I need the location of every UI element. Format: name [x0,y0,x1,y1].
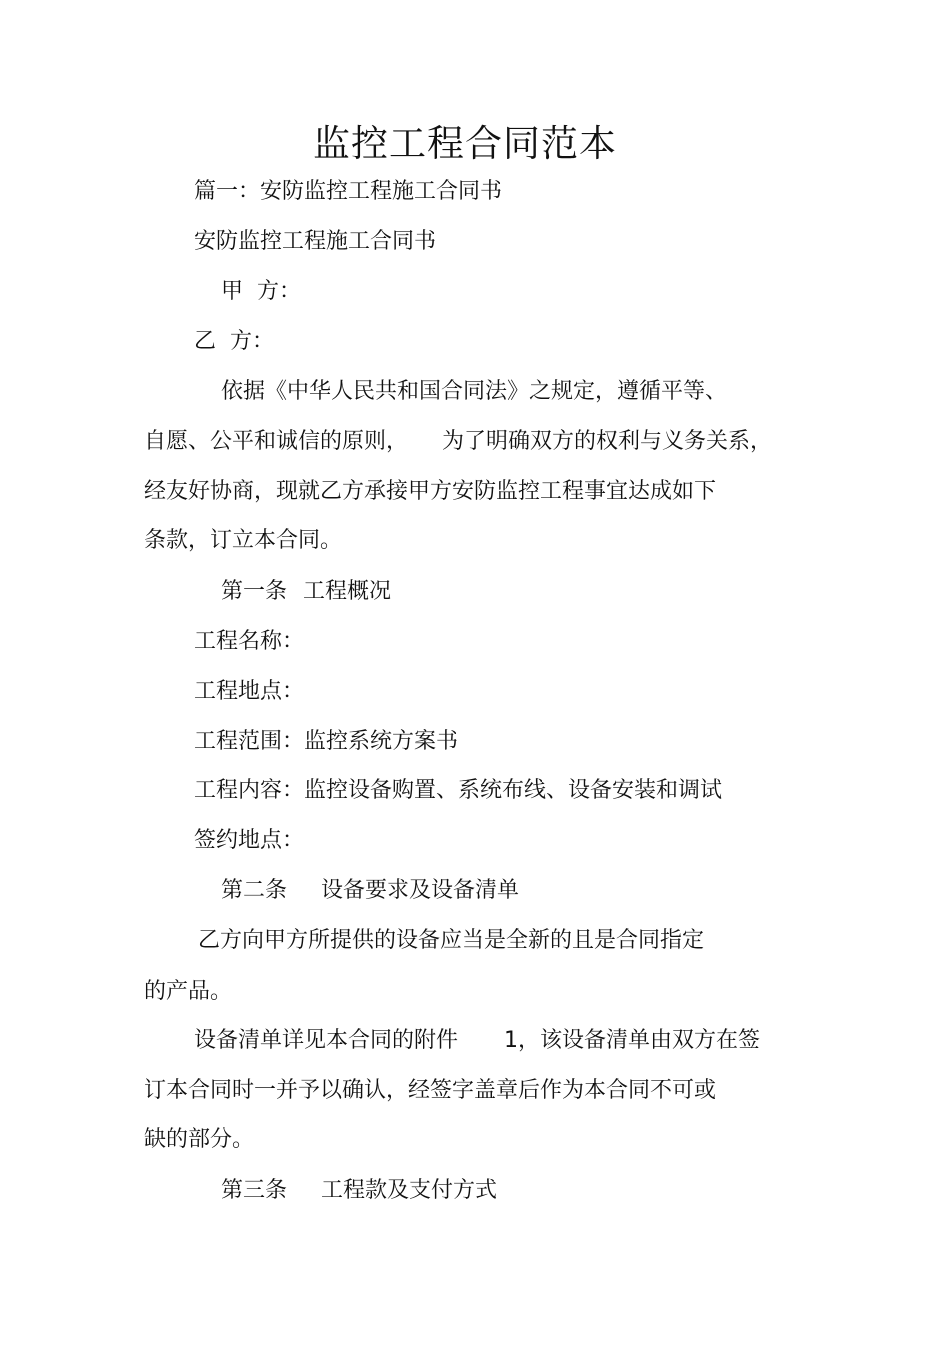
article-2-number: 第二条 [221,878,288,903]
article-1-title: 工程概况 [303,579,392,604]
preamble-line-4: 条款，订立本合同。 [144,528,343,553]
equipment-list-text-a: 设备清单详见本合同的附件 [194,1028,459,1053]
equipment-list-text-b: 1，该设备清单由双方在签 [504,1028,761,1053]
preamble-line-1: 依据《中华人民共和国合同法》之规定，遵循平等、 [221,379,728,404]
project-location-field: 工程地点： [194,679,305,704]
article-2-paragraph-1-line-1: 乙方向甲方所提供的设备应当是全新的且是合同指定 [198,928,705,953]
article-2-paragraph-2-line-3: 缺的部分。 [144,1127,255,1152]
contract-subtitle: 安防监控工程施工合同书 [194,229,437,254]
article-2-paragraph-2-line-1 [194,1026,760,1056]
document-title: 监控工程合同范本 [313,122,617,165]
preamble-line-3: 经友好协商，现就乙方承接甲方安防监控工程事宜达成如下 [144,479,717,504]
project-content-field: 工程内容：监控设备购置、系统布线、设备安装和调试 [194,778,723,803]
part-one-heading: 篇一：安防监控工程施工合同书 [194,179,503,204]
party-b-label: 乙 方： [194,329,274,354]
preamble-line-2 [144,427,772,457]
article-2-paragraph-1-line-2: 的产品。 [144,979,233,1004]
article-1-number: 第一条 [221,579,288,604]
preamble-line-2-part-a: 自愿、公平和诚信的原则， [144,429,409,454]
signing-location-field: 签约地点： [194,828,305,853]
project-scope-field: 工程范围：监控系统方案书 [194,729,459,754]
article-3-title: 工程款及支付方式 [321,1178,498,1203]
article-2-title: 设备要求及设备清单 [321,878,520,903]
project-name-field: 工程名称： [194,629,305,654]
article-1-heading [221,577,391,607]
article-3-number: 第三条 [221,1178,288,1203]
preamble-line-2-part-b: 为了明确双方的权利与义务关系， [442,429,773,454]
article-2-heading [221,876,519,906]
party-a-label: 甲 方： [221,279,301,304]
article-2-paragraph-2-line-2: 订本合同时一并予以确认，经签字盖章后作为本合同不可或 [144,1078,717,1103]
article-3-heading [221,1176,497,1206]
